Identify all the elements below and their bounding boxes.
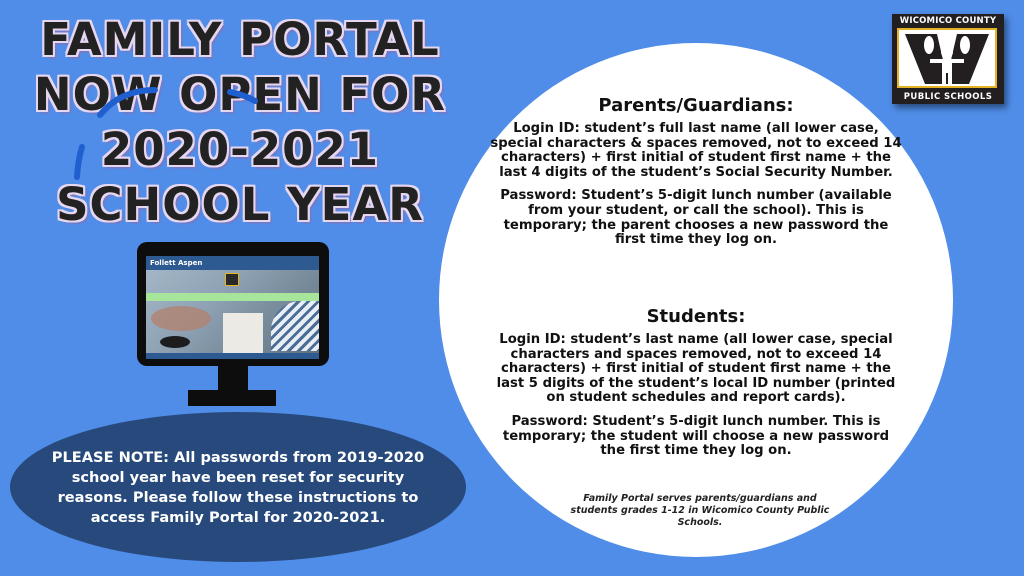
students-password: Password: Student’s 5-digit lunch number. This is temporary; the student will choose a new password the first time they log on. <box>502 413 890 459</box>
mouse-graphic <box>160 336 190 348</box>
students-login-id: Login ID: student’s last name (all lower case, special characters and spaces removed, not to exceed 14 characters) + first initial of student first name + the last 5 digits of the student’s local ID number (printed on student schedules and report cards). <box>496 332 896 406</box>
portal-header: Follett Aspen <box>146 256 319 270</box>
students-heading: Students: <box>646 306 746 327</box>
parents-heading: Parents/Guardians: <box>598 95 794 116</box>
wicomico-w-figure-icon <box>899 30 995 86</box>
monitor-stand <box>218 366 248 392</box>
monitor-base <box>188 390 276 406</box>
logo-frame <box>897 28 997 88</box>
portal-footer <box>146 353 319 359</box>
decorative-dash-icon <box>60 55 270 185</box>
headline-line-2: NOW OPEN FOR <box>33 68 447 121</box>
logo-top-text: WICOMICO COUNTY <box>899 16 997 26</box>
school-logo-icon <box>225 273 239 286</box>
logo-bottom-text: PUBLIC SCHOOLS <box>903 92 993 102</box>
login-box <box>223 313 263 353</box>
headline-line-1: FAMILY PORTAL <box>40 13 440 66</box>
monitor-illustration <box>137 242 329 366</box>
students-section <box>490 306 902 459</box>
headline-line-4: SCHOOL YEAR <box>56 178 424 231</box>
hand-graphic <box>151 306 211 331</box>
sleeve-graphic <box>271 301 319 351</box>
footnote: Family Portal serves parents/guardians and students grades 1-12 in Wicomico County Public Schools. <box>570 493 830 528</box>
portal-notice-bar <box>146 293 319 301</box>
portal-screenshot <box>146 256 319 359</box>
parents-login-id: Login ID: student’s full last name (all lower case, special characters & spaces removed, not to exceed 14 characters) + first initial of student first name + the last 4 digits of the student’s Social Security Number. <box>490 121 902 180</box>
parents-password: Password: Student’s 5-digit lunch number (available from your student, or call the school). This is temporary; the parent chooses a new password the first time they log on. <box>500 188 892 248</box>
note-text: PLEASE NOTE: All passwords from 2019-2020 school year have been reset for security reasons. Please follow these instructions to access Family Portal for 2020-2021. <box>51 449 425 526</box>
headline-line-3: 2020-2021 <box>100 123 380 176</box>
district-logo <box>892 14 1004 104</box>
parents-section <box>490 95 902 248</box>
